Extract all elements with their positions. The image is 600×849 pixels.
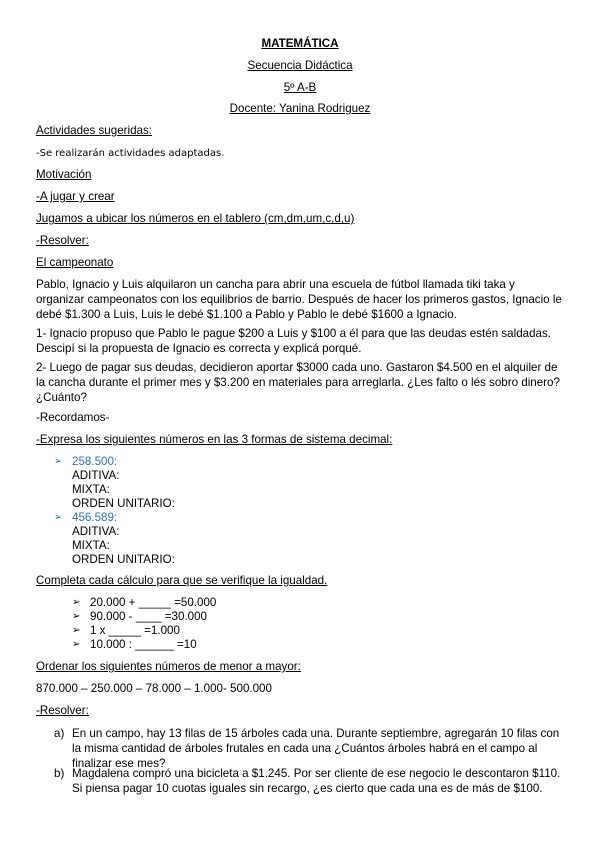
arrow-bullet-icon: ➢ bbox=[72, 639, 81, 650]
number-value: 258.500: bbox=[72, 455, 118, 468]
motivation-heading: Motivación bbox=[36, 168, 92, 181]
aditiva-label: ADITIVA: bbox=[72, 469, 120, 482]
board-activity: Jugamos a ubicar los números en el tablero (cm,dm,um,c,d,u) bbox=[36, 212, 355, 225]
mixta-label: MIXTA: bbox=[72, 539, 110, 552]
remember-heading: -Recordamos- bbox=[36, 411, 110, 424]
list-item bbox=[54, 726, 564, 771]
arrow-bullet-icon: ➢ bbox=[72, 625, 81, 636]
question-1: 1- Ignacio propuso que Pablo le pague $200 a Luis y $100 a él para que las deudas estén saldadas. Descipí si la propuesta de Ignacio es correcta y explicá porqué. bbox=[36, 327, 552, 355]
list-item-text: Magdalena compró una bicicleta a $1.245. Por ser cliente de ese negocio le descontaron $110. Si piensa pagar 10 cuotas iguales sin recargo, ¿es cierto que cada una es de más de $100. bbox=[72, 767, 561, 795]
activities-heading: Actividades sugeridas: bbox=[36, 124, 152, 137]
arrow-bullet-icon: ➢ bbox=[54, 456, 63, 467]
number-value: 456.589: bbox=[72, 511, 118, 524]
list-item-label: b) bbox=[54, 767, 65, 780]
equality-item: 20.000 + _____ =50.000 bbox=[90, 596, 217, 609]
ordering-heading: Ordenar los siguientes números de menor a mayor: bbox=[36, 660, 301, 673]
page-title: MATEMÁTICA bbox=[261, 37, 339, 50]
resolve-heading: -Resolver: bbox=[36, 704, 89, 717]
list-item-label: a) bbox=[54, 727, 65, 740]
page-subtitle: Secuencia Didáctica bbox=[247, 59, 353, 72]
teacher-label: Docente: Yanina Rodriguez bbox=[229, 102, 371, 115]
arrow-bullet-icon: ➢ bbox=[72, 597, 81, 608]
equality-item: 1 x _____ =1.000 bbox=[90, 624, 180, 637]
equality-item: 10.000 : ______ =10 bbox=[90, 638, 197, 651]
mixta-label: MIXTA: bbox=[72, 483, 110, 496]
question-2: 2- Luego de pagar sus deudas, decidieron aportar $3000 cada uno. Gastaron $4.500 en el alquiler de la cancha durante el primer mes y $3.200 en materiales para arreglarla. ¿Les falto o lés sobro dinero? ¿Cuánto? bbox=[36, 361, 560, 404]
arrow-bullet-icon: ➢ bbox=[72, 611, 81, 622]
list-item bbox=[54, 766, 564, 796]
ordering-numbers: 870.000 – 250.000 – 78.000 – 1.000- 500.000 bbox=[36, 682, 272, 695]
orden-unitario-label: ORDEN UNITARIO: bbox=[72, 553, 175, 566]
arrow-bullet-icon: ➢ bbox=[54, 512, 63, 523]
equality-item: 90.000 - ____ =30.000 bbox=[90, 610, 208, 623]
orden-unitario-label: ORDEN UNITARIO: bbox=[72, 497, 175, 510]
problem-story: Pablo, Ignacio y Luis alquilaron un cancha para abrir una escuela de fútbol llamada tiki taka y organizar campeonatos con los equilibrios de barrio. Después de hacer los primeros gastos, Ignacio le debé $1.300 a Luis, Luis le debé $1.100 a Pablo y Pablo le debé $1600 a Ignacio. bbox=[36, 278, 562, 321]
activities-note: -Se realizarán actividades adaptadas. bbox=[36, 148, 225, 159]
list-item-text: En un campo, hay 13 filas de 15 árboles cada una. Durante septiembre, agregarán 10 filas con la misma cantidad de árboles frutales en cada una ¿Cuántos árboles habrá en el campo al finalizar ese mes? bbox=[72, 727, 560, 770]
problem-title: El campeonato bbox=[36, 256, 114, 269]
aditiva-label: ADITIVA: bbox=[72, 525, 120, 538]
motivation-subheading: -A jugar y crear bbox=[36, 190, 115, 203]
remember-instruction: -Expresa los siguientes números en las 3 formas de sistema decimal: bbox=[36, 433, 393, 446]
grade-label: 5º A-B bbox=[283, 81, 317, 94]
resolve-heading: -Resolver: bbox=[36, 234, 89, 247]
equality-heading: Completa cada cálculo para que se verifique la igualdad. bbox=[36, 574, 328, 587]
